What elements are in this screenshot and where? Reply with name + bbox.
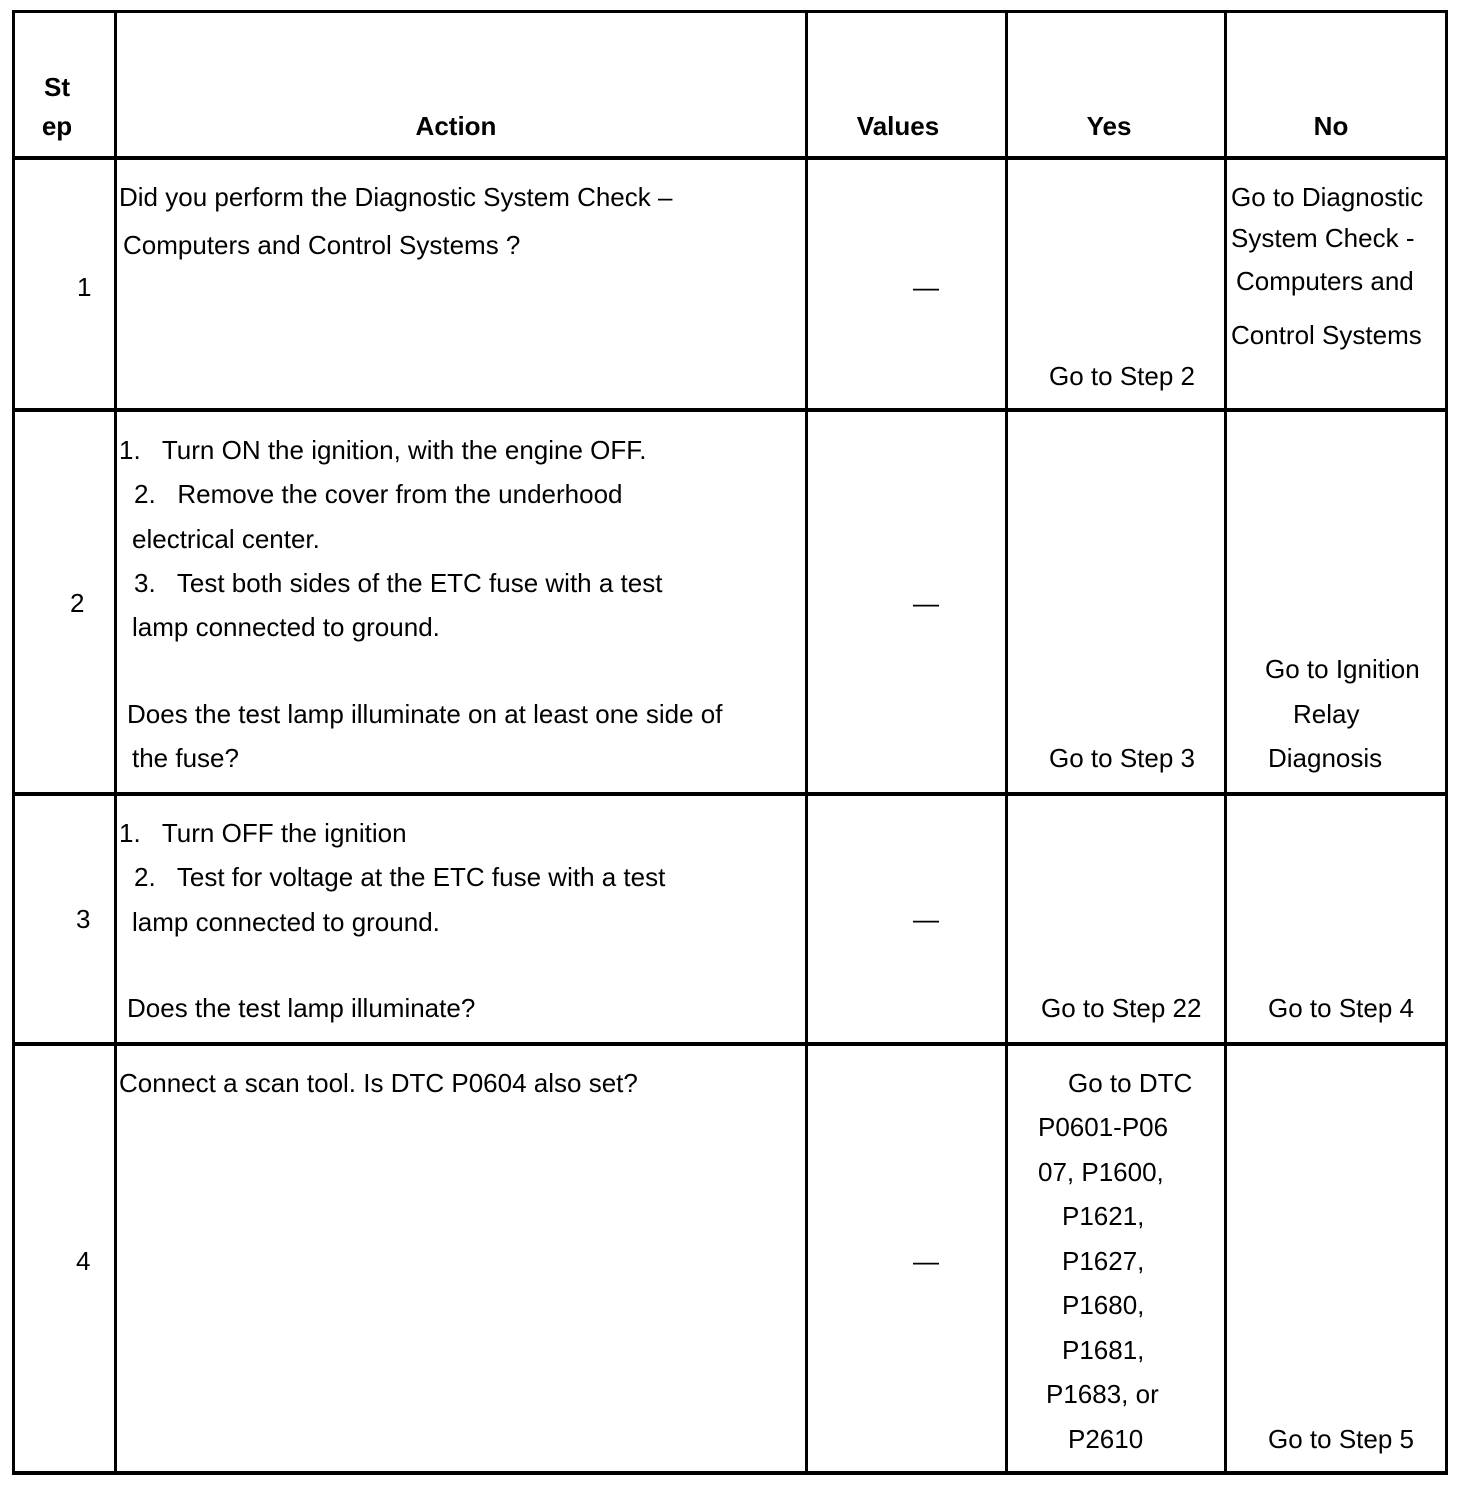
action-text: Computers and Control Systems ?: [123, 230, 521, 260]
yes-action: Go to DTC: [1068, 1068, 1193, 1098]
action-text: the fuse?: [132, 743, 239, 773]
no-action: Go to Ignition: [1265, 654, 1420, 684]
no-action: Go to Step 4: [1268, 993, 1414, 1023]
header-divider: [12, 156, 1448, 160]
no-action: Relay: [1293, 699, 1360, 729]
yes-action: P1680,: [1062, 1290, 1145, 1320]
column-divider: [1224, 10, 1227, 1475]
no-action: Control Systems: [1231, 320, 1422, 350]
yes-action: P1627,: [1062, 1246, 1145, 1276]
action-text: electrical center.: [132, 524, 320, 554]
action-text: 3. Test both sides of the ETC fuse with a test: [134, 568, 663, 598]
no-action: System Check -: [1231, 223, 1415, 253]
row-divider: [12, 408, 1448, 412]
step-number: 4: [76, 1246, 91, 1276]
table-border-top: [12, 10, 1448, 13]
action-text: 2. Test for voltage at the ETC fuse with a test: [134, 862, 666, 892]
no-action: Go to Step 5: [1268, 1424, 1414, 1454]
value-dash: —: [913, 904, 939, 934]
action-text: 1. Turn ON the ignition, with the engine OFF.: [119, 435, 647, 465]
value-dash: —: [913, 272, 939, 302]
yes-action: Go to Step 3: [1049, 743, 1195, 773]
no-action: Go to Diagnostic: [1231, 182, 1424, 212]
header-step: St: [44, 72, 70, 102]
header-step: ep: [41, 111, 73, 141]
action-text: 1. Turn OFF the ignition: [119, 818, 407, 848]
column-divider: [1005, 10, 1008, 1475]
action-text: Does the test lamp illuminate on at least one side of: [127, 699, 723, 729]
table-border-right: [1445, 10, 1448, 1475]
yes-action: P2610: [1068, 1424, 1144, 1454]
step-number: 2: [70, 588, 85, 618]
table-border-bottom: [12, 1471, 1448, 1475]
row-divider: [12, 1042, 1448, 1046]
value-dash: —: [913, 1246, 939, 1276]
table-border-left: [12, 10, 15, 1475]
header-no: No: [1313, 111, 1349, 141]
yes-action: Go to Step 22: [1041, 993, 1202, 1023]
yes-action: P1621,: [1062, 1201, 1145, 1231]
action-text: lamp connected to ground.: [132, 907, 440, 937]
step-number: 3: [76, 904, 91, 934]
yes-action: P0601-P06: [1038, 1112, 1169, 1142]
action-text: 2. Remove the cover from the underhood: [134, 479, 623, 509]
column-divider: [805, 10, 808, 1475]
step-number: 1: [77, 272, 92, 302]
action-text: Does the test lamp illuminate?: [127, 993, 476, 1023]
no-action: Computers and: [1236, 266, 1414, 296]
yes-action: P1681,: [1062, 1335, 1145, 1365]
yes-action: 07, P1600,: [1038, 1157, 1164, 1187]
yes-action: Go to Step 2: [1049, 361, 1195, 391]
row-divider: [12, 792, 1448, 796]
header-action: Action: [415, 111, 497, 141]
no-action: Diagnosis: [1268, 743, 1383, 773]
header-yes: Yes: [1086, 111, 1132, 141]
action-text: Did you perform the Diagnostic System Check –: [119, 182, 673, 212]
action-text: Connect a scan tool. Is DTC P0604 also set?: [119, 1068, 638, 1098]
column-divider: [114, 10, 117, 1475]
header-values: Values: [856, 111, 940, 141]
action-text: lamp connected to ground.: [132, 612, 440, 642]
value-dash: —: [913, 588, 939, 618]
yes-action: P1683, or: [1046, 1379, 1159, 1409]
